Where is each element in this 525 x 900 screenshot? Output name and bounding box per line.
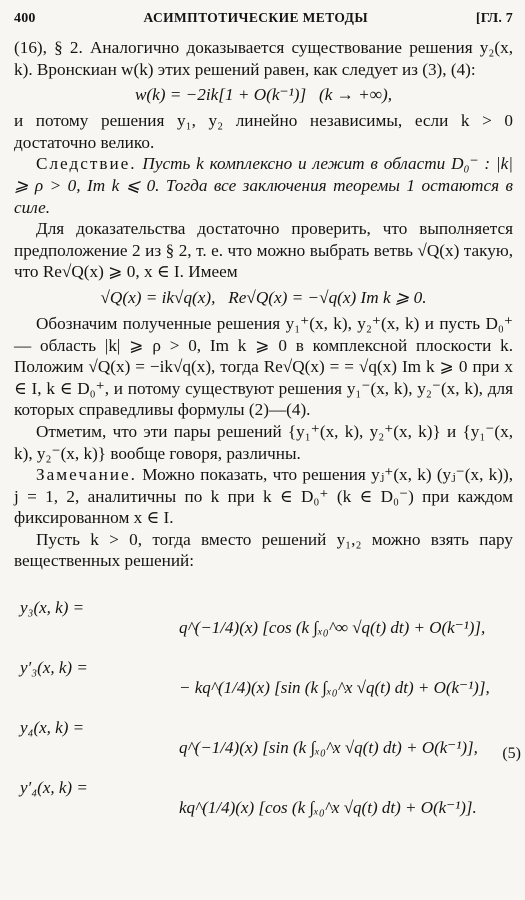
paragraph-5: Отметим, что эти пары решений {y₁⁺(x, k), y₂⁺(x, k)} и {y₁⁻(x, k), y₂⁻(x, k)} вообще говоря, различны. [14, 421, 513, 463]
equation-y3-prime-lhs: y′₃(x, k) = [20, 658, 88, 678]
corollary-label: Следствие. [36, 154, 137, 174]
equation-y4-rhs: q^(−1/4)(x) [sin (k ∫ₓ₀^x √q(t) dt) + O(k⁻¹)], [179, 738, 478, 758]
corollary-text: Пусть k комплексно и лежит в области D₀⁻ : |k| ⩾ ρ > 0, Im k ⩽ 0. Тогда все заключения теоремы 1 остаются в силе. [14, 154, 513, 217]
equation-branch: √Q(x) = ik√q(x), Re√Q(x) = −√q(x) Im k ⩾ 0. [100, 287, 427, 307]
remark-text: Можно показать, что решения yⱼ⁺(x, k) (yⱼ⁻(x, k)), j = 1, 2, аналитичны по k при k ∈ D₀⁺ (k ∈ D₀⁻) при каждом фиксированном x ∈ I. [14, 465, 514, 528]
equation-wronskian: w(k) = −2ik[1 + O(k⁻¹)] (k → +∞), [134, 85, 393, 105]
remark [14, 464, 513, 529]
paragraph-4: Обозначим полученные решения y₁⁺(x, k), y₂⁺(x, k) и пусть D₀⁺ — область |k| ⩾ ρ > 0, Im k ⩾ 0 в комплексной плоскости k. Положим √Q(x) = −ik√q(x), тогда Re√Q(x) = = √q(x) Im k ⩾ 0 при x ∈ I, k ∈ D₀⁺, и потому существуют решения y₁⁻(x, k), y₂⁻(x, k), для которых справедливы формулы (2)—(4). [14, 313, 513, 420]
equation-y3 [14, 578, 513, 638]
page-number: 400 [14, 11, 36, 26]
paragraph-6: Пусть k > 0, тогда вместо решений y₁,₂ можно взять пару вещественных решений: [14, 529, 513, 571]
remark-label: Замечание. [36, 465, 137, 485]
paragraph-2: и потому решения y₁, y₂ линейно независимы, если k > 0 достаточно велико. [14, 111, 513, 152]
equation-y3-lhs: y₃(x, k) = [20, 598, 85, 618]
running-header [14, 10, 513, 27]
equation-y3-prime-rhs: − kq^(1/4)(x) [sin (k ∫ₓ₀^x √q(t) dt) + O(k⁻¹)], [179, 678, 490, 698]
equation-number-5: (5) [502, 745, 521, 762]
equation-system-5 [14, 578, 513, 818]
equation-y4 [14, 698, 513, 758]
paragraph-3: Для доказательства достаточно проверить, что выполняется предположение 2 из § 2, т. е. что можно выбрать ветвь √Q(x) такую, что Re√Q(x) ⩾ 0, x ∈ I. Имеем [14, 219, 513, 282]
paragraph-1: (16), § 2. Аналогично доказывается существование решения y₂(x, k). Вронскиан w(k) этих решений равен, как следует из (3), (4): [14, 38, 513, 79]
corollary [14, 153, 513, 218]
equation-y4-prime-lhs: y′₄(x, k) = [20, 778, 88, 798]
equation-y3-rhs: q^(−1/4)(x) [cos (k ∫ₓ₀^∞ √q(t) dt) + O(k⁻¹)], [179, 618, 486, 638]
equation-y4-prime-rhs: kq^(1/4)(x) [cos (k ∫ₓ₀^x √q(t) dt) + O(k⁻¹)]. [179, 798, 477, 818]
equation-y4-lhs: y₄(x, k) = [20, 718, 85, 738]
chapter-marker: [ГЛ. 7 [475, 11, 513, 26]
equation-y3-prime [14, 638, 513, 698]
running-title: АСИМПТОТИЧЕСКИЕ МЕТОДЫ [143, 10, 368, 25]
equation-y4-prime [14, 758, 513, 818]
body-text [14, 37, 513, 572]
